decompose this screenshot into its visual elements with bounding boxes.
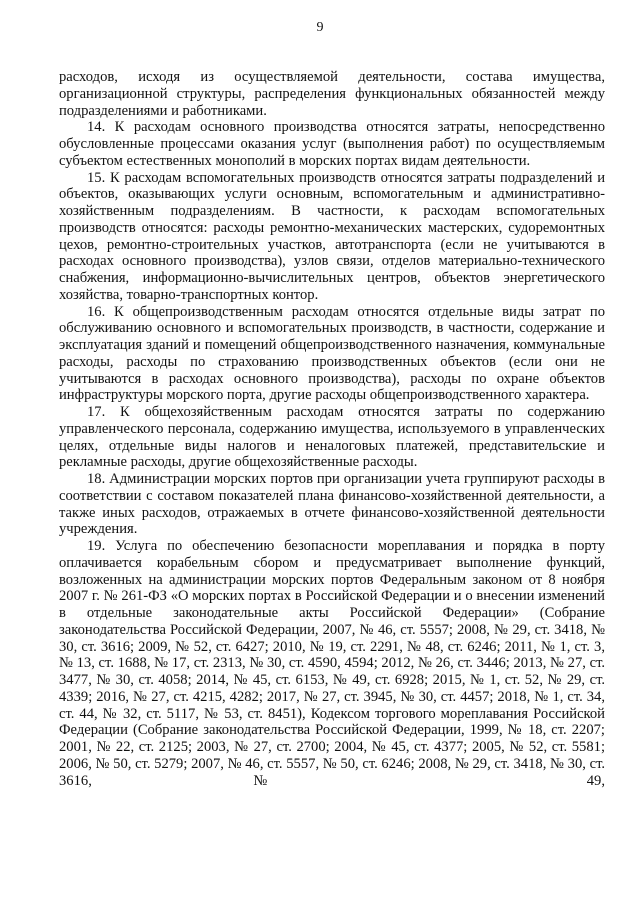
page-number: 9	[316, 20, 324, 35]
paragraph-13-continuation: расходов, исходя из осуществляемой деятельности, состава имущества, организационной структуры, распределения функциональных обязанностей между подразделениями и работниками.	[59, 69, 605, 119]
paragraph-17: 17. К общехозяйственным расходам относятся затраты по содержанию управленческого персонала, содержанию имущества, используемого в управленческих целях, отдельные виды налогов и неналоговых платежей, представительские и рекламные расходы, другие общехозяйственные расходы.	[59, 404, 605, 471]
paragraph-14: 14. К расходам основного производства относятся затраты, непосредственно обусловленные процессами оказания услуг (выполнения работ) по осуществляемым субъектом естественных монополий в морских портах видам деятельности.	[59, 119, 605, 169]
paragraph-16: 16. К общепроизводственным расходам относятся отдельные виды затрат по обслуживанию основного и вспомогательных производств, в частности, содержание и эксплуатация зданий и помещений общепроизводственного назначения, коммунальные расходы, расходы по страхованию производственных объектов (если они не учитываются в расходах основного производства), расходы по охране объектов инфраструктуры морского порта, другие расходы общепроизводственного характера.	[59, 303, 605, 404]
paragraph-19: 19. Услуга по обеспечению безопасности мореплавания и порядка в порту оплачивается корабельным сбором и предусматривает выполнение функций, возложенных на администрации морских портов Федеральным законом от 8 ноября 2007 г. № 261-ФЗ «О морских портах в Российской Федерации и о внесении изменений в отдельные законодательные акты Российской Федерации» (Собрание законодательства Российской Федерации, 2007, № 46, ст. 5557; 2008, № 29, ст. 3418, № 30, ст. 3616; 2009, № 52, ст. 6427; 2010, № 19, ст. 2291, № 48, ст. 6246; 2011, № 1, ст. 3, № 13, ст. 1688, № 17, ст. 2313, № 30, ст. 4590, 4594; 2012, № 26, ст. 3446; 2013, № 27, ст. 3477, № 30, ст. 4058; 2014, № 45, ст. 6153, № 49, ст. 6928; 2015, № 1, ст. 52, № 29, ст. 4339; 2016, № 27, ст. 4215, 4282; 2017, № 27, ст. 3945, № 30, ст. 4457; 2018, № 1, ст. 34, ст. 44, № 32, ст. 5117, № 53, ст. 8451), Кодексом торгового мореплавания Российской Федерации (Собрание законодательства Российской Федерации, 1999, № 18, ст. 2207; 2001, № 22, ст. 2125; 2003, № 27, ст. 2700; 2004, № 45, ст. 4377; 2005, № 52, ст. 5581; 2006, № 50, ст. 5279; 2007, № 46, ст. 5557, № 50, ст. 6246; 2008, № 29, ст. 3418, № 30, ст. 3616, № 49,	[59, 538, 605, 789]
paragraph-15: 15. К расходам вспомогательных производств относятся затраты подразделений и объектов, оказывающих услуги основным, вспомогательным и административно-хозяйственным подразделениям. В частности, к расходам вспомогательных производств относятся: расходы ремонтно-механических мастерских, судоремонтных цехов, ремонтно-строительных участков, автотранспорта (если не учитываются в расходах основного производства), узлов связи, отделов материально-технического снабжения, информационно-вычислительных центров, объектов энергетического хозяйства, товарно-транспортных контор.	[59, 169, 605, 303]
paragraph-18: 18. Администрации морских портов при организации учета группируют расходы в соответствии с составом показателей плана финансово-хозяйственной деятельности, а также иных расходов, отражаемых в отчете финансово-хозяйственной деятельности учреждения.	[59, 471, 605, 538]
document-body	[59, 69, 605, 789]
